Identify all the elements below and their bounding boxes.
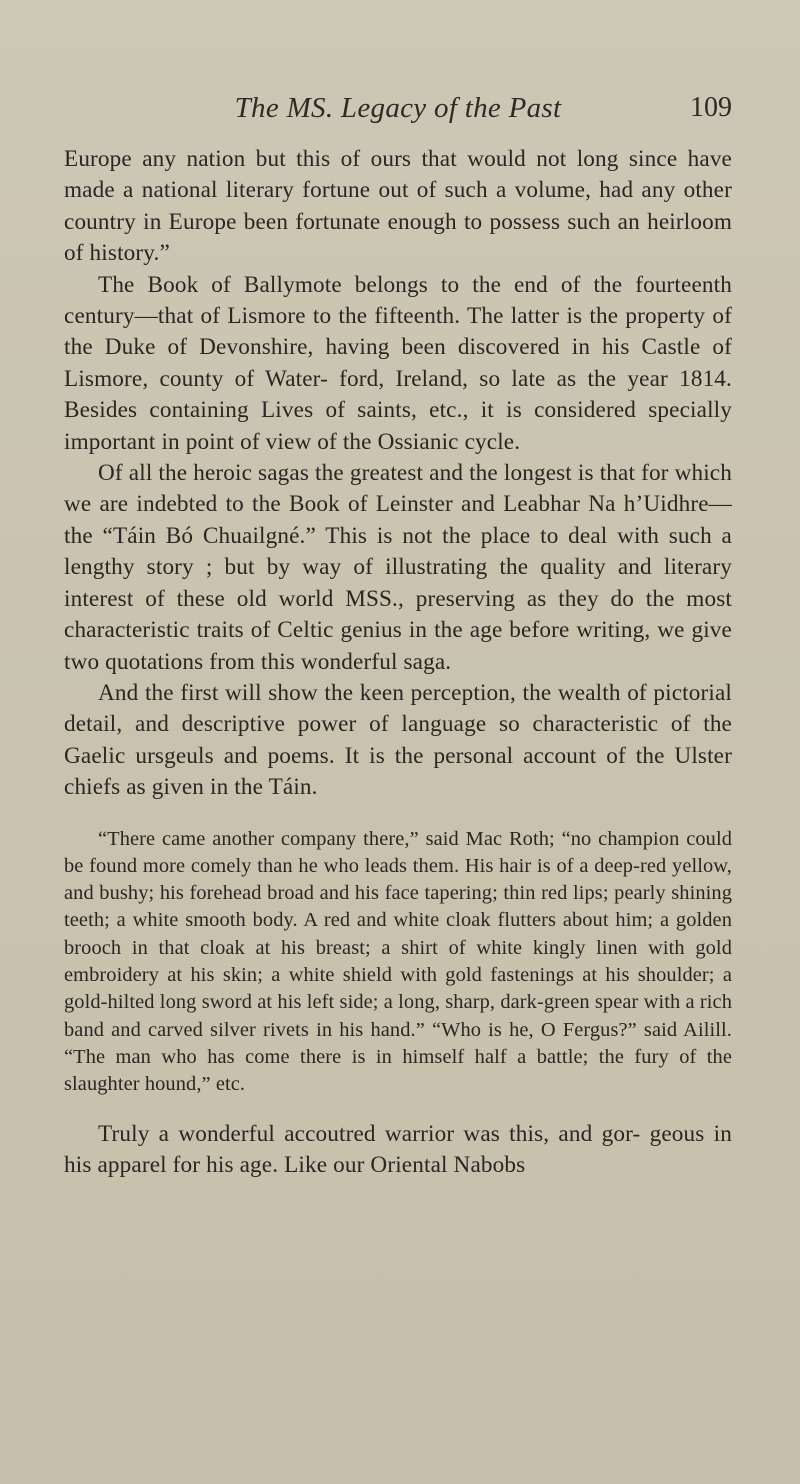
paragraph-continuation: Europe any nation but this of ours that would not long since have made a national literary fortune out of such a volume, had any other country in Europe been fortunate enough to possess such an heirloom of history.” xyxy=(64,146,732,267)
running-head xyxy=(64,92,732,136)
body-text xyxy=(64,144,732,1182)
paragraph-first-quotation-intro: And the first will show the keen perception, the wealth of pictorial detail, and descriptive power of language so characteristic of the Gaelic ursgeuls and poems. It is the personal account of the Ulster chiefs as given in the Táin. xyxy=(64,679,732,801)
paragraph-heroic-sagas: Of all the heroic sagas the greatest and the longest is that for which we are indebted to the Book of Leinster and Leabhar Na h’Uidhre—the “Táin Bó Chuailgné.” This is not the place to deal with such a lengthy story ; but by way of illustrating the quality and literary interest of these old world MSS., preserving as they do the most characteristic traits of Celtic genius in the age before writing, we give two quotations from this wonderful saga. xyxy=(64,460,732,675)
paragraph-ballymote: The Book of Ballymote belongs to the end of the fourteenth century—that of Lismore to the fifteenth. The latter is the property of the Duke of Devonshire, having been discovered in his Castle of Lismore, county of Water- ford, Ireland, so late as the year 1814. Besides containing Lives of saints, etc., it is considered specially important in point of view of the Ossianic cycle. xyxy=(64,271,732,455)
page-number: 109 xyxy=(690,92,732,123)
book-page xyxy=(64,92,732,1182)
running-title: The MS. Legacy of the Past xyxy=(234,92,562,124)
block-quotation: “There came another company there,” said Mac Roth; “no champion could be found more comely than he who leads them. His hair is of a deep-red yellow, and bushy; his forehead broad and his face tapering; thin red lips; pearly shining teeth; a white smooth body. A red and white cloak flutters about him; a golden brooch in that cloak at his breast; a shirt of white kingly linen with gold embroidery at his skin; a white shield with gold fastenings at his shoulder; a gold-hilted long sword at his left side; a long, sharp, dark-green spear with a rich band and carved silver rivets in his hand.” “Who is he, O Fergus?” said Ailill. “The man who has come there is in himself half a battle; the fury of the slaughter hound,” etc. xyxy=(64,827,732,1096)
paragraph-closing: Truly a wonderful accoutred warrior was this, and gor- geous in his apparel for his age. Like our Oriental Nabobs xyxy=(64,1120,732,1179)
